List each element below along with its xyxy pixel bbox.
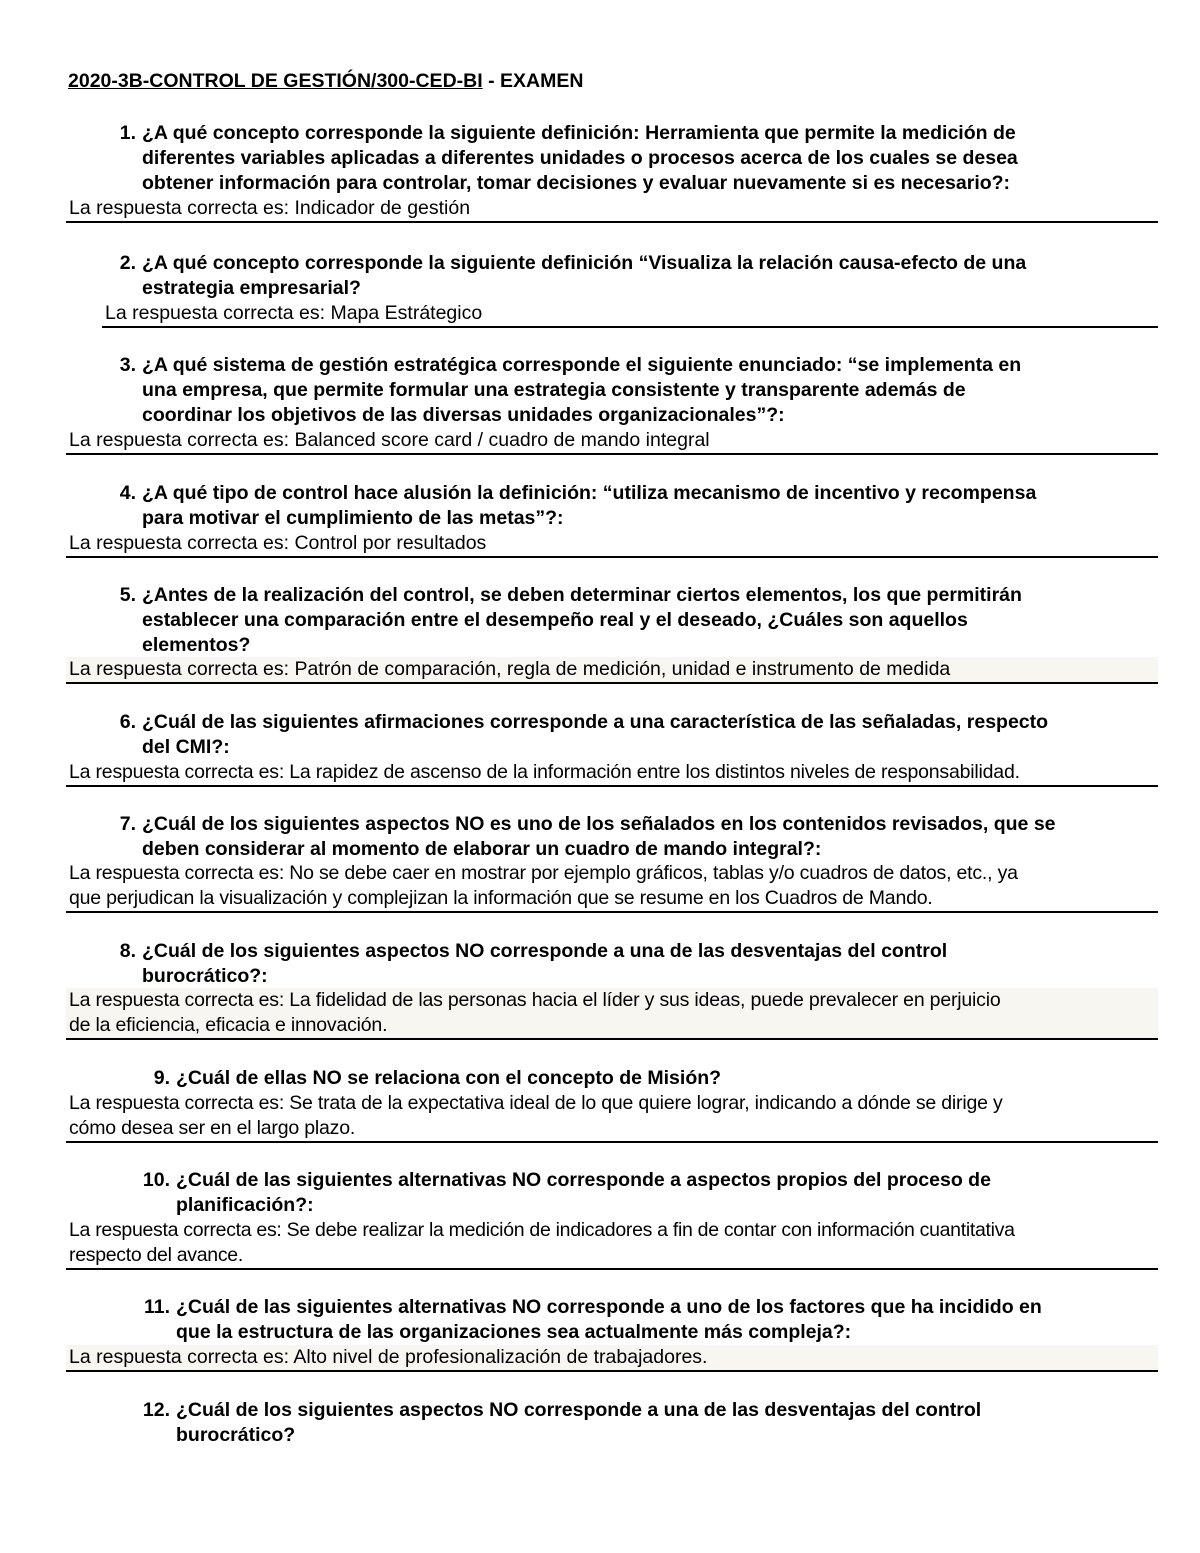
question-line: estrategia empresarial?: [142, 277, 361, 299]
answer-line: La respuesta correcta es: Se debe realizar la medición de indicadores a fin de contar con información cuantitativa: [69, 1219, 1015, 1241]
answer-4: [66, 531, 1158, 558]
answer-1: [66, 196, 1158, 223]
question-8: [119, 939, 948, 989]
question-number: 11.: [143, 1296, 170, 1318]
question-number: 9.: [153, 1067, 170, 1089]
answer-line: La respuesta correcta es: Indicador de gestión: [69, 197, 471, 219]
answer-line: La respuesta correcta es: Patrón de comparación, regla de medición, unidad e instrumento de medida: [69, 658, 951, 680]
answer-line: La respuesta correcta es: Se trata de la expectativa ideal de lo que quiere lograr, indicando a dónde se dirige y: [69, 1092, 1003, 1114]
question-10: [142, 1168, 991, 1218]
answer-line: La respuesta correcta es: La fidelidad de las personas hacia el líder y sus ideas, puede prevalecer en perjuicio: [69, 989, 1001, 1011]
question-number: 7.: [119, 813, 136, 835]
answer-line: que perjudican la visualización y complejizan la información que se resume en los Cuadros de Mando.: [69, 887, 933, 909]
question-line: planificación?:: [176, 1194, 314, 1216]
question-1: [119, 121, 1018, 196]
answer-9: [66, 1091, 1158, 1143]
question-11: [143, 1295, 1042, 1345]
answer-line: La respuesta correcta es: No se debe caer en mostrar por ejemplo gráficos, tablas y/o cuadros de datos, etc., ya: [69, 862, 1018, 884]
page-title: [68, 70, 583, 93]
question-number: 6.: [119, 711, 136, 733]
answer-7: [66, 861, 1158, 913]
question-4: [119, 481, 1037, 531]
answer-line: La respuesta correcta es: Control por resultados: [69, 532, 487, 554]
question-12: [142, 1398, 982, 1448]
answer-3: [66, 428, 1158, 455]
answer-11: [66, 1345, 1158, 1372]
question-line: ¿Cuál de los siguientes aspectos NO corresponde a una de las desventajas del control: [176, 1399, 982, 1421]
question-5: [119, 583, 1022, 658]
question-number: 3.: [119, 354, 136, 376]
question-9: [153, 1066, 722, 1091]
question-line: obtener información para controlar, tomar decisiones y evaluar nuevamente si es necesario?:: [142, 172, 1011, 194]
question-line: para motivar el cumplimiento de las metas”?:: [142, 507, 564, 529]
answer-line: de la eficiencia, eficacia e innovación.: [69, 1014, 388, 1036]
answer-line: cómo desea ser en el largo plazo.: [69, 1117, 356, 1139]
answer-line: La respuesta correcta es: Alto nivel de profesionalización de trabajadores.: [69, 1346, 708, 1368]
question-line: ¿A qué concepto corresponde la siguiente definición: Herramienta que permite la medición de: [142, 122, 1016, 144]
question-line: ¿Cuál de las siguientes alternativas NO corresponde a uno de los factores que ha incidido en: [176, 1296, 1042, 1318]
question-line: que la estructura de las organizaciones sea actualmente más compleja?:: [176, 1321, 852, 1343]
question-line: una empresa, que permite formular una estrategia consistente y transparente además de: [142, 379, 966, 401]
question-2: [119, 251, 1027, 301]
question-line: del CMI?:: [142, 736, 230, 758]
question-line: burocrático?:: [142, 965, 268, 987]
question-number: 8.: [119, 940, 136, 962]
answer-2: [102, 301, 1158, 328]
answer-line: respecto del avance.: [69, 1244, 243, 1266]
answer-10: [66, 1218, 1158, 1270]
question-number: 5.: [119, 584, 136, 606]
question-3: [119, 353, 1022, 428]
question-line: ¿Cuál de las siguientes afirmaciones corresponde a una característica de las señaladas, respecto: [142, 711, 1049, 733]
question-line: ¿Cuál de las siguientes alternativas NO corresponde a aspectos propios del proceso de: [176, 1169, 991, 1191]
question-line: coordinar los objetivos de las diversas unidades organizacionales”?:: [142, 404, 785, 426]
answer-line: La respuesta correcta es: Balanced score card / cuadro de mando integral: [69, 429, 710, 451]
question-line: elementos?: [142, 634, 251, 656]
question-line: diferentes variables aplicadas a diferentes unidades o procesos acerca de los cuales se desea: [142, 147, 1018, 169]
question-6: [119, 710, 1049, 760]
question-number: 2.: [119, 252, 136, 274]
answer-8: [66, 988, 1158, 1040]
question-line: deben considerar al momento de elaborar un cuadro de mando integral?:: [142, 838, 822, 860]
question-line: ¿Cuál de los siguientes aspectos NO corresponde a una de las desventajas del control: [142, 940, 948, 962]
answer-6: [66, 760, 1158, 787]
question-line: ¿Cuál de ellas NO se relaciona con el concepto de Misión?: [176, 1067, 722, 1089]
question-number: 1.: [119, 122, 136, 144]
question-number: 10.: [142, 1169, 170, 1191]
answer-line: La respuesta correcta es: Mapa Estrátegico: [105, 302, 483, 324]
question-line: ¿Antes de la realización del control, se deben determinar ciertos elementos, los que permitirán: [142, 584, 1022, 606]
answer-line: La respuesta correcta es: La rapidez de ascenso de la información entre los distintos niveles de responsabilidad.: [69, 761, 1020, 783]
title-suffix: - EXAMEN: [482, 70, 584, 92]
question-line: ¿A qué tipo de control hace alusión la definición: “utiliza mecanismo de incentivo y recompensa: [142, 482, 1037, 504]
title-course: 2020-3B-CONTROL DE GESTIÓN/300-CED-BI: [68, 70, 483, 92]
question-line: ¿A qué sistema de gestión estratégica corresponde el siguiente enunciado: “se implementa en: [142, 354, 1022, 376]
question-7: [119, 812, 1056, 862]
question-number: 4.: [119, 482, 136, 504]
question-line: ¿A qué concepto corresponde la siguiente definición “Visualiza la relación causa-efecto de una: [142, 252, 1027, 274]
answer-5: [66, 657, 1158, 684]
question-line: ¿Cuál de los siguientes aspectos NO es uno de los señalados en los contenidos revisados, que se: [142, 813, 1056, 835]
question-line: establecer una comparación entre el desempeño real y el deseado, ¿Cuáles son aquellos: [142, 609, 968, 631]
question-line: burocrático?: [176, 1424, 296, 1446]
question-number: 12.: [142, 1399, 170, 1421]
